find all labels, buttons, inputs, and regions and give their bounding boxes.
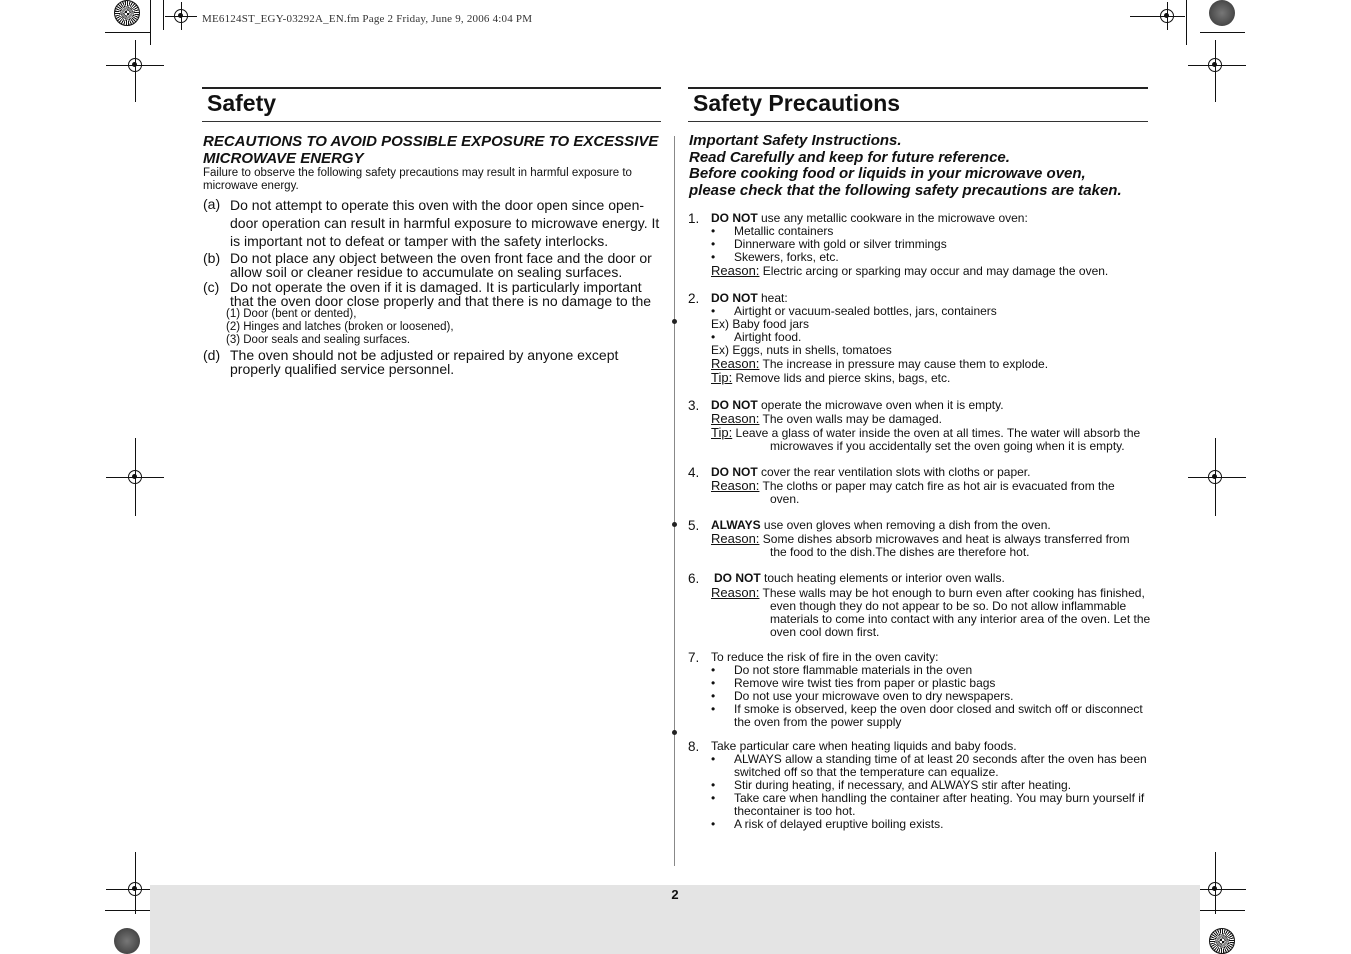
right-title: Safety Precautions (693, 90, 901, 116)
page-number: 2 (671, 887, 679, 902)
list-item-b: (b) Do not place any object between the oven front face and the door or allow soil or cleaner residue to accumulate on sealing surfaces. (203, 250, 652, 280)
bullet-item: • Dinnerware with gold or silver trimmings (711, 238, 1151, 251)
list-subitem: (1) Door (bent or dented), (226, 308, 357, 320)
print-header: ME6124ST_EGY-03292A_EN.fm Page 2 Friday, June 9, 2006 4:04 PM (202, 13, 533, 25)
left-title: Safety (207, 90, 277, 116)
divider-dot (672, 522, 677, 527)
precaution-3: DO NOT operate the microwave oven when it is empty. Reason: The oven walls may be damaged. Tip: Leave a glass of water inside the oven at all times. The water will absorb the microwaves if you accidentally set the oven going when it is empty. (711, 398, 1141, 453)
precaution-6: DO NOT touch heating elements or interior oven walls. (714, 571, 1005, 585)
precaution-number: 8. (688, 739, 700, 754)
footer-band (150, 885, 1200, 954)
precaution-number: 3. (688, 398, 700, 413)
bullet-item: • Take care when handling the container after heating. You may burn yourself if thecontainer is too hot. (711, 792, 1151, 818)
list-subitem: (3) Door seals and sealing surfaces. (226, 334, 411, 346)
bullet-item: • If smoke is observed, keep the oven door closed and switch off or disconnect the oven from the power supply (711, 703, 1151, 729)
column-divider (674, 136, 675, 866)
precaution-7: To reduce the risk of fire in the oven cavity: • Do not store flammable materials in the oven • Remove wire twist ties from paper or plastic bags • Do not use your microwave oven to dry newspapers. • If smoke is observed, keep the oven door closed and switch off or disconnect the oven from the power supply (711, 651, 1151, 729)
precaution-5: ALWAYS use oven gloves when removing a dish from the oven. Reason: Some dishes absorb microwaves and heat is always transferred from the food to the dish.The dishes are therefore hot. (711, 518, 1130, 559)
precaution-number: 2. (688, 291, 700, 306)
divider-dot (672, 319, 677, 324)
precaution-1: DO NOT use any metallic cookware in the microwave oven: • Metallic containers • Dinnerware with gold or silver trimmings • Skewers, forks, etc. Reason: Electric arcing or sparking may occur and may damage the oven. (711, 212, 1151, 278)
bullet-item: • A risk of delayed eruptive boiling exists. (711, 818, 1151, 831)
bullet-item: • Airtight or vacuum-sealed bottles, jars, containers (711, 305, 1151, 318)
list-item-a: (a) Do not attempt to operate this oven with the door open since open-door operation can result in harmful exposure to microwave energy. It is important not to defeat or tamper with the safety interlocks. (203, 196, 660, 249)
bullet-item: • Do not store flammable materials in the oven (711, 664, 1151, 677)
precaution-8: Take particular care when heating liquids and baby foods. • ALWAYS allow a standing time of at least 20 seconds after the oven has been switched off so that the temperature can equalize. • Stir during heating, if necessary, and ALWAYS stir after heating. • Take care when handling the container after heating. You may burn yourself if thecontainer is too hot. • A risk of delayed eruptive boiling exists. (711, 740, 1151, 831)
bullet-item: • Stir during heating, if necessary, and ALWAYS stir after heating. (711, 779, 1151, 792)
title-rule-bottom (688, 121, 1148, 122)
left-section (203, 133, 661, 376)
bullet-item: • Do not use your microwave oven to dry newspapers. (711, 690, 1151, 703)
left-heading: RECAUTIONS TO AVOID POSSIBLE EXPOSURE TO EXCESSIVE MICROWAVE ENERGY (203, 133, 659, 167)
divider-dot (672, 730, 677, 735)
precaution-number: 6. (688, 571, 700, 586)
bullet-item: • Metallic containers (711, 225, 1151, 238)
title-rule-top (202, 87, 661, 89)
right-intro: Important Safety Instructions. Read Carefully and keep for future reference. Before cooking food or liquids in your microwave oven, please check that the following safety precautions are taken. (689, 132, 1122, 199)
bullet-item: • ALWAYS allow a standing time of at least 20 seconds after the oven has been switched off so that the temperature can equalize. (711, 753, 1151, 779)
precaution-6-reason: Reason: These walls may be hot enough to burn even after cooking has finished, even though they do not appear to be so. Do not allow inflammable materials to come into contact with any interior area of the oven. Let the oven cool down first. (711, 585, 1151, 639)
list-subitem: (2) Hinges and latches (broken or loosened), (226, 321, 454, 333)
title-rule-top (688, 87, 1148, 89)
list-item-d: (d) The oven should not be adjusted or repaired by anyone except properly qualified service personnel. (203, 347, 619, 377)
list-item-c: (c) Do not operate the oven if it is damaged. It is particularly important that the oven door close properly and that there is no damage to the (203, 279, 652, 309)
precaution-number: 5. (688, 518, 700, 533)
precaution-number: 7. (688, 650, 700, 665)
left-intro: Failure to observe the following safety precautions may result in harmful exposure to microwave energy. (203, 167, 632, 192)
bullet-item: • Remove wire twist ties from paper or plastic bags (711, 677, 1151, 690)
precaution-number: 1. (688, 211, 700, 226)
bullet-item: • Skewers, forks, etc. (711, 251, 1151, 264)
precaution-number: 4. (688, 465, 700, 480)
title-rule-bottom (202, 121, 661, 122)
bullet-item: • Airtight food. (711, 331, 1151, 344)
precaution-4: DO NOT cover the rear ventilation slots with cloths or paper. Reason: The cloths or paper may catch fire as hot air is evacuated from the oven. (711, 465, 1115, 506)
precaution-2: DO NOT heat: • Airtight or vacuum-sealed bottles, jars, containers Ex) Baby food jars • Airtight food. Ex) Eggs, nuts in shells, tomatoes Reason: The increase in pressure may cause them to explode. Tip: Remove lids and pierce skins, bags, etc. (711, 292, 1151, 385)
